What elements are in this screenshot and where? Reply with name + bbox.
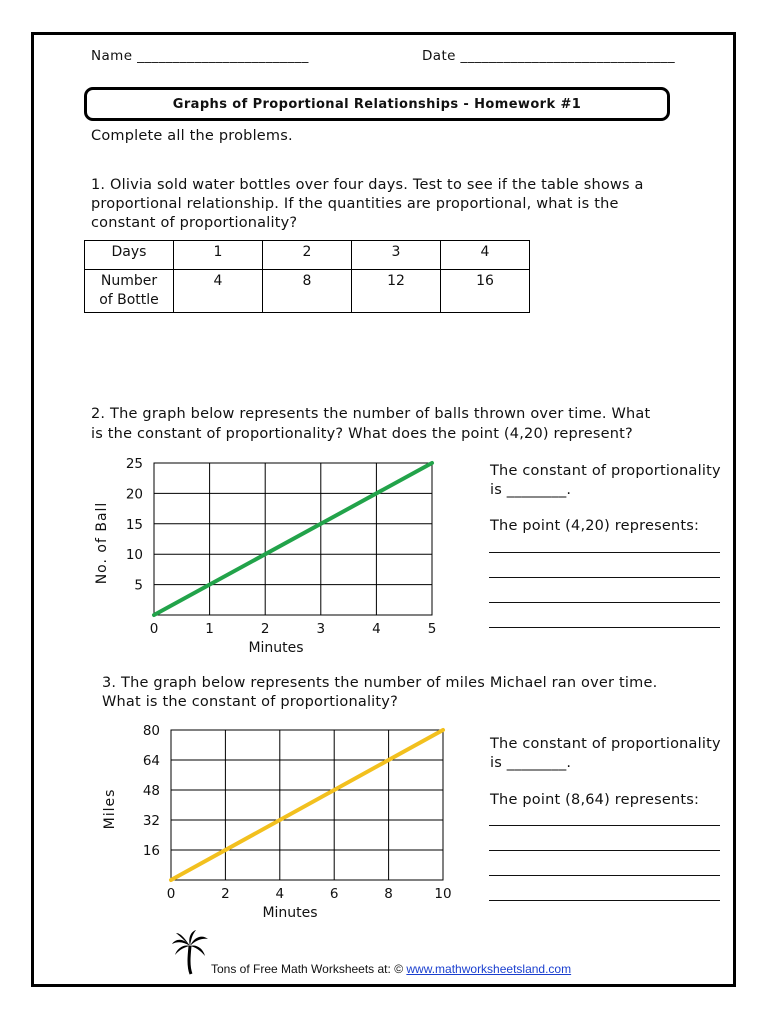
x-axis-label: Minutes [262,905,318,921]
miles-chart [96,722,476,922]
x-tick-label: 2 [260,621,270,637]
x-tick-label: 6 [329,886,339,902]
x-tick-label: 2 [221,886,230,902]
footer [211,962,571,976]
footer-text: Tons of Free Math Worksheets at: © [211,962,404,976]
x-tick-label: 8 [384,886,393,902]
p3-constant-line2: is ________. [490,755,572,771]
palm-tree-icon [170,928,210,976]
y-tick-label: 15 [125,516,143,533]
instructions: Complete all the problems. [91,128,293,144]
answer-line [489,577,720,578]
table-cell [85,270,174,313]
worksheet-title-box [84,87,670,121]
data-series-line [154,463,432,615]
y-axis-label: Miles [102,788,118,830]
problem1-line1: 1. Olivia sold water bottles over four days. Test to see if the table shows a [91,177,644,193]
x-tick-label: 4 [372,621,381,637]
x-tick-label: 0 [149,621,159,637]
x-tick-label: 0 [166,886,176,902]
y-tick-label: 80 [142,723,160,739]
y-tick-label: 64 [142,753,160,769]
name-field: Name ________________________ [91,48,309,64]
x-tick-label: 3 [316,621,326,637]
problem3-line2: What is the constant of proportionality? [102,694,398,710]
y-tick-label: 25 [125,456,143,472]
row-header-line: Number [100,273,158,289]
y-axis-label: No. of Ball [94,501,110,585]
answer-line [489,875,720,876]
row-header-line: of Bottle [99,292,159,308]
answer-line [489,627,720,628]
problem3-line1: 3. The graph below represents the number of miles Michael ran over time. [102,675,658,691]
table-row [85,270,530,313]
problem2-line1: 2. The graph below represents the number of balls thrown over time. What [91,406,651,422]
answer-line [489,602,720,603]
y-tick-label: 32 [142,813,160,829]
problem1-line3: constant of proportionality? [91,215,298,231]
y-tick-label: 48 [142,783,160,799]
y-tick-label: 5 [134,577,143,594]
table-cell: Days [85,241,174,270]
footer-link[interactable]: www.mathworksheetsland.com [406,962,572,976]
y-tick-label: 10 [125,547,143,564]
table-cell: 16 [441,270,530,313]
x-tick-label: 5 [427,621,437,637]
answer-line [489,825,720,826]
date-field: Date ______________________________ [422,48,676,64]
table-cell: 4 [174,270,263,313]
table-cell: 3 [352,241,441,270]
balls-chart [80,455,460,655]
worksheet-title: Graphs of Proportional Relationships - Homework #1 [172,96,582,112]
table-row [85,241,530,270]
table-cell: 1 [174,241,263,270]
y-tick-label: 16 [142,843,160,859]
x-tick-label: 10 [434,886,452,902]
bottles-table [84,240,530,313]
p2-constant-line1: The constant of proportionality [490,463,721,479]
table-cell: 2 [263,241,352,270]
problem2-line2: is the constant of proportionality? What does the point (4,20) represent? [91,426,633,442]
y-tick-label: 20 [125,486,143,503]
table-cell: 8 [263,270,352,313]
p3-point-question: The point (8,64) represents: [490,792,700,808]
answer-line [489,900,720,901]
p3-constant-line1: The constant of proportionality [490,736,721,752]
table-cell: 4 [441,241,530,270]
answer-line [489,850,720,851]
p2-constant-line2: is ________. [490,482,572,498]
problem1-line2: proportional relationship. If the quantities are proportional, what is the [91,196,619,212]
data-series-line [171,730,443,880]
x-tick-label: 1 [205,621,214,637]
table-cell: 12 [352,270,441,313]
x-tick-label: 4 [275,886,285,902]
answer-line [489,552,720,553]
p2-point-question: The point (4,20) represents: [490,518,700,534]
x-axis-label: Minutes [248,640,304,655]
